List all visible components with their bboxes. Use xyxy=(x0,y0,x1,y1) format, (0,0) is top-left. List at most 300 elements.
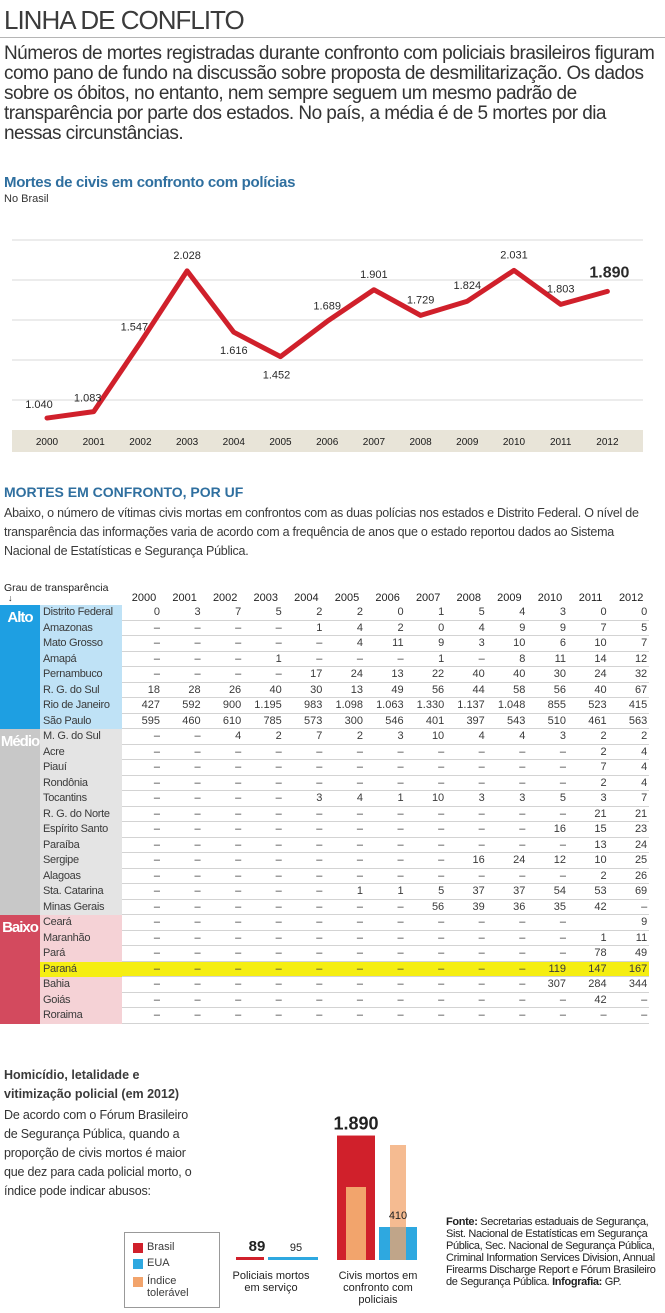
table-cell: – xyxy=(519,931,526,944)
table-cell: – xyxy=(316,776,323,789)
table-cell: – xyxy=(194,652,201,665)
uf-table-title: MORTES EM CONFRONTO, POR UF xyxy=(4,484,244,500)
table-cell: 37 xyxy=(513,885,526,897)
table-cell: 344 xyxy=(628,978,648,990)
state-name: Goiás xyxy=(40,993,122,1009)
table-cell: – xyxy=(397,776,404,789)
table-cell: 35 xyxy=(553,900,566,913)
state-name: R. G. do Sul xyxy=(40,683,122,699)
table-cell: – xyxy=(275,838,282,851)
table-cell: 13 xyxy=(350,683,363,696)
table-cell: 17 xyxy=(310,668,323,680)
data-label: 1.890 xyxy=(589,264,630,282)
legend-swatch xyxy=(133,1243,143,1253)
x-tick-label: 2001 xyxy=(82,437,105,448)
table-row xyxy=(40,791,649,807)
table-cell: 4 xyxy=(519,606,526,618)
table-cell: 24 xyxy=(594,668,607,680)
table-cell: – xyxy=(559,745,566,758)
table-cell: 53 xyxy=(594,885,607,897)
year-header: 2010 xyxy=(537,592,563,604)
bar-toleravel-eua xyxy=(390,1145,406,1260)
table-row xyxy=(40,884,649,900)
bar-category-label: Civis mortos em confronto com policiais xyxy=(338,1270,418,1306)
table-cell: 4 xyxy=(641,761,648,773)
table-cell: 5 xyxy=(438,885,445,897)
table-cell: – xyxy=(356,854,363,866)
table-cell: – xyxy=(519,807,526,820)
table-cell: 4 xyxy=(478,730,485,742)
table-cell: 1 xyxy=(275,652,282,665)
table-cell: 25 xyxy=(634,854,648,866)
table-cell: – xyxy=(275,745,282,758)
table-cell: – xyxy=(478,761,485,773)
data-label: 1.803 xyxy=(546,283,575,296)
table-cell: 56 xyxy=(431,683,445,696)
year-header: 2004 xyxy=(294,592,319,604)
state-name: São Paulo xyxy=(40,714,122,730)
table-cell: 1 xyxy=(397,885,404,897)
table-cell: 3 xyxy=(478,637,485,649)
table-cell: – xyxy=(153,962,160,975)
table-cell: 22 xyxy=(431,668,445,680)
table-cell: – xyxy=(519,1009,526,1021)
table-cell: – xyxy=(559,931,566,944)
legend-label: Índice tolerável xyxy=(147,1275,189,1299)
legend-label: EUA xyxy=(147,1257,170,1269)
table-cell: 4 xyxy=(641,745,648,758)
table-cell: 23 xyxy=(634,823,648,835)
table-cell: 5 xyxy=(641,621,648,634)
table-cell: – xyxy=(397,838,404,851)
table-cell: – xyxy=(275,978,282,990)
table-cell: 0 xyxy=(438,621,445,634)
table-row xyxy=(40,683,649,699)
table-cell: 284 xyxy=(588,978,607,990)
table-cell: 42 xyxy=(594,993,607,1006)
state-name: Distrito Federal xyxy=(40,605,122,621)
table-cell: 24 xyxy=(634,838,648,851)
table-cell: 39 xyxy=(472,900,485,913)
table-row xyxy=(40,869,649,885)
table-cell: – xyxy=(153,885,160,897)
table-cell: – xyxy=(153,652,160,665)
state-name: Amazonas xyxy=(40,621,122,637)
table-cell: – xyxy=(438,854,445,866)
table-cell: – xyxy=(641,993,648,1006)
state-name: R. G. do Norte xyxy=(40,807,122,823)
table-cell: 21 xyxy=(594,807,607,820)
table-cell: – xyxy=(316,823,323,835)
table-cell: – xyxy=(438,761,445,773)
bar-value-label: 89 xyxy=(248,1238,266,1255)
table-cell: 18 xyxy=(147,683,160,696)
table-cell: 2 xyxy=(600,776,607,789)
table-cell: 24 xyxy=(350,668,363,680)
table-cell: – xyxy=(194,1009,201,1021)
table-cell: – xyxy=(194,730,201,742)
table-row xyxy=(40,900,649,916)
table-cell: – xyxy=(356,900,363,913)
credit-text: GP. xyxy=(604,1276,622,1288)
table-cell: 16 xyxy=(553,823,566,835)
table-cell: 147 xyxy=(588,962,607,975)
table-cell: – xyxy=(194,869,201,882)
table-cell: – xyxy=(397,854,404,866)
table-cell: 415 xyxy=(628,699,648,711)
table-cell: 40 xyxy=(472,668,485,680)
table-cell: – xyxy=(478,916,485,928)
table-cell: – xyxy=(559,776,566,789)
table-cell: – xyxy=(153,993,160,1006)
table-cell: 40 xyxy=(594,683,607,696)
table-row xyxy=(40,776,649,792)
legend-swatch xyxy=(133,1277,143,1287)
table-cell: 2 xyxy=(275,730,282,742)
table-cell: 5 xyxy=(275,606,282,618)
table-row xyxy=(40,977,649,993)
page-title: LINHA DE CONFLITO xyxy=(4,5,244,35)
table-cell: 30 xyxy=(310,683,323,696)
table-cell: – xyxy=(153,900,160,913)
table-row xyxy=(40,807,649,823)
table-cell: – xyxy=(438,978,445,990)
table-cell: – xyxy=(559,869,566,882)
x-tick-label: 2005 xyxy=(269,437,292,448)
table-cell: – xyxy=(194,931,201,944)
table-row xyxy=(40,698,649,714)
table-cell: – xyxy=(519,916,526,928)
table-cell: 26 xyxy=(634,869,648,882)
down-arrow-icon: ↓ xyxy=(8,593,13,603)
table-cell: 900 xyxy=(222,699,242,711)
state-name: Espírito Santo xyxy=(40,822,122,838)
table-cell: – xyxy=(235,962,242,975)
table-cell: 16 xyxy=(472,854,485,866)
table-cell: – xyxy=(559,761,566,773)
bar-category-label: Policiais mortos em serviço xyxy=(232,1270,310,1294)
table-cell: – xyxy=(397,916,404,928)
year-header: 2006 xyxy=(375,592,400,604)
table-cell: – xyxy=(316,637,323,649)
x-tick-label: 2002 xyxy=(129,437,152,448)
table-cell: – xyxy=(194,637,201,649)
table-cell: – xyxy=(519,838,526,851)
transparency-band-2: Baixo xyxy=(0,915,40,1024)
line-chart-subtitle: No Brasil xyxy=(4,193,49,205)
table-cell: 1.195 xyxy=(254,699,282,711)
source-note xyxy=(446,1216,659,1288)
table-row xyxy=(40,946,649,962)
table-cell: – xyxy=(235,947,242,959)
table-cell: 1 xyxy=(397,792,404,804)
table-cell: 1.330 xyxy=(416,699,445,711)
table-cell: – xyxy=(397,962,404,975)
table-cell: – xyxy=(235,823,242,835)
table-cell: 461 xyxy=(588,714,607,727)
table-cell: 56 xyxy=(431,900,445,913)
table-row xyxy=(40,760,649,776)
table-cell: – xyxy=(438,869,445,882)
title-divider xyxy=(0,37,665,38)
table-cell: – xyxy=(153,1009,160,1021)
table-cell: – xyxy=(641,1009,648,1021)
table-cell: – xyxy=(235,900,242,913)
table-cell: 12 xyxy=(634,652,648,665)
table-cell: 2 xyxy=(397,621,404,634)
table-cell: – xyxy=(478,978,485,990)
table-row xyxy=(40,621,649,637)
table-cell: – xyxy=(397,1009,404,1021)
table-cell: 1.098 xyxy=(335,699,363,711)
table-cell: 5 xyxy=(478,606,485,618)
table-cell: – xyxy=(235,621,242,634)
table-cell: – xyxy=(356,869,363,882)
table-cell: – xyxy=(397,745,404,758)
bar-chart xyxy=(210,1060,460,1260)
table-cell: 595 xyxy=(141,714,160,727)
table-cell: 4 xyxy=(356,621,363,634)
table-cell: 1 xyxy=(438,606,445,618)
data-label: 1.729 xyxy=(406,294,435,307)
table-cell: – xyxy=(194,776,201,789)
table-cell: – xyxy=(275,1009,282,1021)
year-header: 2001 xyxy=(172,592,197,604)
data-label: 2.031 xyxy=(500,249,528,262)
table-cell: 300 xyxy=(344,714,363,727)
table-cell: – xyxy=(316,745,323,758)
table-cell: – xyxy=(275,885,282,897)
state-name: M. G. do Sul xyxy=(40,729,122,745)
bar-legend xyxy=(124,1232,220,1308)
state-name: Rio de Janeiro xyxy=(40,698,122,714)
state-name: Paraíba xyxy=(40,838,122,854)
table-cell: – xyxy=(275,916,282,928)
table-cell: 5 xyxy=(559,792,566,804)
table-cell: – xyxy=(519,947,526,959)
table-cell: 7 xyxy=(600,761,607,773)
table-cell: 2 xyxy=(641,730,648,742)
table-cell: – xyxy=(235,745,242,758)
table-cell: – xyxy=(275,900,282,913)
table-cell: – xyxy=(519,823,526,835)
x-tick-label: 2009 xyxy=(456,437,479,448)
table-cell: 427 xyxy=(141,699,160,711)
table-cell: – xyxy=(478,807,485,820)
table-cell: 4 xyxy=(235,730,242,742)
table-cell: 8 xyxy=(519,652,526,665)
table-cell: 10 xyxy=(431,730,445,742)
table-cell: – xyxy=(438,838,445,851)
table-cell xyxy=(571,915,611,931)
table-cell: – xyxy=(153,931,160,944)
table-cell: – xyxy=(397,978,404,990)
table-cell: – xyxy=(356,745,363,758)
table-cell: – xyxy=(316,1009,323,1021)
table-cell: – xyxy=(153,668,160,680)
row-divider xyxy=(122,1023,649,1024)
line-chart-title: Mortes de civis em confronto com polícias xyxy=(4,174,296,191)
state-name: Alagoas xyxy=(40,869,122,885)
table-row xyxy=(40,931,649,947)
table-cell: – xyxy=(194,807,201,820)
table-cell: 37 xyxy=(472,885,485,897)
table-cell: 119 xyxy=(548,962,566,975)
table-cell: – xyxy=(478,947,485,959)
data-label: 1.689 xyxy=(313,300,341,313)
data-label: 1.452 xyxy=(262,369,291,382)
table-cell: 4 xyxy=(356,637,363,649)
legend-label: Brasil xyxy=(147,1241,175,1253)
table-cell: – xyxy=(194,838,201,851)
table-cell: 2 xyxy=(356,730,363,742)
table-cell: – xyxy=(153,621,160,634)
year-header: 2002 xyxy=(212,592,238,604)
table-cell: – xyxy=(153,807,160,820)
table-cell: 26 xyxy=(228,683,242,696)
table-cell: 510 xyxy=(547,714,566,727)
table-cell: – xyxy=(478,652,485,665)
state-name: Rondônia xyxy=(40,776,122,792)
data-label: 1.083 xyxy=(73,392,102,405)
table-cell: 1 xyxy=(356,885,363,897)
table-cell: 7 xyxy=(641,792,648,804)
table-cell: 7 xyxy=(641,637,648,649)
table-cell: 9 xyxy=(641,916,648,928)
table-cell: 2 xyxy=(600,745,607,758)
x-tick-label: 2004 xyxy=(222,437,245,448)
table-cell: – xyxy=(153,637,160,649)
table-cell: – xyxy=(559,1009,566,1021)
table-row xyxy=(40,1008,649,1024)
table-cell: 21 xyxy=(634,807,648,820)
table-cell: – xyxy=(235,978,242,990)
table-cell: 3 xyxy=(194,606,201,618)
table-cell: – xyxy=(153,730,160,742)
table-cell: – xyxy=(356,761,363,773)
table-cell: – xyxy=(356,962,363,975)
table-cell: 49 xyxy=(391,683,404,696)
table-cell: 3 xyxy=(316,792,323,804)
table-cell: – xyxy=(438,962,445,975)
table-cell: – xyxy=(438,993,445,1006)
table-cell: – xyxy=(519,993,526,1006)
table-cell: – xyxy=(235,761,242,773)
x-tick-label: 2007 xyxy=(362,437,386,448)
table-cell: 6 xyxy=(559,637,566,649)
transparency-label: Grau de transparência xyxy=(4,582,109,594)
table-cell: – xyxy=(194,900,201,913)
table-cell: 10 xyxy=(431,792,445,804)
table-cell: – xyxy=(153,792,160,804)
state-name: Piauí xyxy=(40,760,122,776)
table-cell: 0 xyxy=(397,606,404,618)
table-cell: – xyxy=(316,652,323,665)
table-cell: – xyxy=(194,978,201,990)
state-name: Paraná xyxy=(40,962,122,978)
table-cell: 40 xyxy=(513,668,526,680)
table-cell: 3 xyxy=(519,792,526,804)
table-cell: – xyxy=(194,761,201,773)
table-cell: 7 xyxy=(235,606,242,618)
table-cell: – xyxy=(316,900,323,913)
table-cell: – xyxy=(356,947,363,959)
table-cell: – xyxy=(356,931,363,944)
table-cell: – xyxy=(275,947,282,959)
table-cell: – xyxy=(235,652,242,665)
data-label: 1.824 xyxy=(453,280,482,293)
table-cell: 54 xyxy=(553,885,566,897)
table-cell: – xyxy=(194,947,201,959)
table-cell: 32 xyxy=(634,668,648,680)
table-cell: – xyxy=(478,931,485,944)
x-tick-label: 2008 xyxy=(409,437,432,448)
state-name: Bahia xyxy=(40,977,122,993)
table-cell: – xyxy=(316,838,323,851)
table-cell: 1.137 xyxy=(457,699,485,711)
table-cell: 3 xyxy=(478,792,485,804)
table-cell: 7 xyxy=(316,730,323,742)
state-name: Pernambuco xyxy=(40,667,122,683)
table-cell: – xyxy=(559,993,566,1006)
table-cell: 4 xyxy=(356,792,363,804)
year-header: 2008 xyxy=(456,592,482,604)
table-cell: – xyxy=(194,854,201,866)
table-cell: – xyxy=(235,637,242,649)
table-cell: 24 xyxy=(513,854,526,866)
table-cell: 69 xyxy=(634,885,648,897)
table-cell: 42 xyxy=(594,900,607,913)
bar-chart-description: De acordo com o Fórum Brasileiro de Segurança Pública, quando a proporção de civis mortos é maior que dez para cada policial morto, o índice pode indicar abusos: xyxy=(4,1108,192,1198)
table-cell: – xyxy=(194,885,201,897)
table-cell: – xyxy=(397,652,404,665)
table-cell: – xyxy=(356,916,363,928)
table-cell: – xyxy=(275,761,282,773)
table-cell: – xyxy=(275,776,282,789)
table-cell: – xyxy=(153,854,160,866)
legend-swatch xyxy=(133,1259,143,1269)
table-cell: – xyxy=(397,869,404,882)
table-cell: – xyxy=(478,1009,485,1021)
table-row xyxy=(40,853,649,869)
table-cell: – xyxy=(438,807,445,820)
year-header: 2011 xyxy=(578,592,603,604)
table-cell: 40 xyxy=(269,683,282,696)
table-cell: 543 xyxy=(507,714,526,727)
table-cell: 855 xyxy=(547,699,566,711)
year-header: 2012 xyxy=(618,592,644,604)
table-cell: 563 xyxy=(628,714,648,727)
state-name: Maranhão xyxy=(40,931,122,947)
table-cell: – xyxy=(235,792,242,804)
table-cell: – xyxy=(316,869,323,882)
table-cell: – xyxy=(235,885,242,897)
table-cell: 1.063 xyxy=(376,699,404,711)
table-cell: – xyxy=(235,1009,242,1021)
table-cell: – xyxy=(519,869,526,882)
table-row xyxy=(40,838,649,854)
table-cell: – xyxy=(153,947,160,959)
table-cell: – xyxy=(194,962,201,975)
line-chart xyxy=(0,210,665,460)
table-cell: – xyxy=(235,993,242,1006)
table-cell: – xyxy=(275,807,282,820)
table-cell: – xyxy=(519,745,526,758)
table-row xyxy=(40,745,649,761)
table-cell: – xyxy=(438,916,445,928)
table-cell: 983 xyxy=(304,699,323,711)
table-cell: – xyxy=(194,792,201,804)
